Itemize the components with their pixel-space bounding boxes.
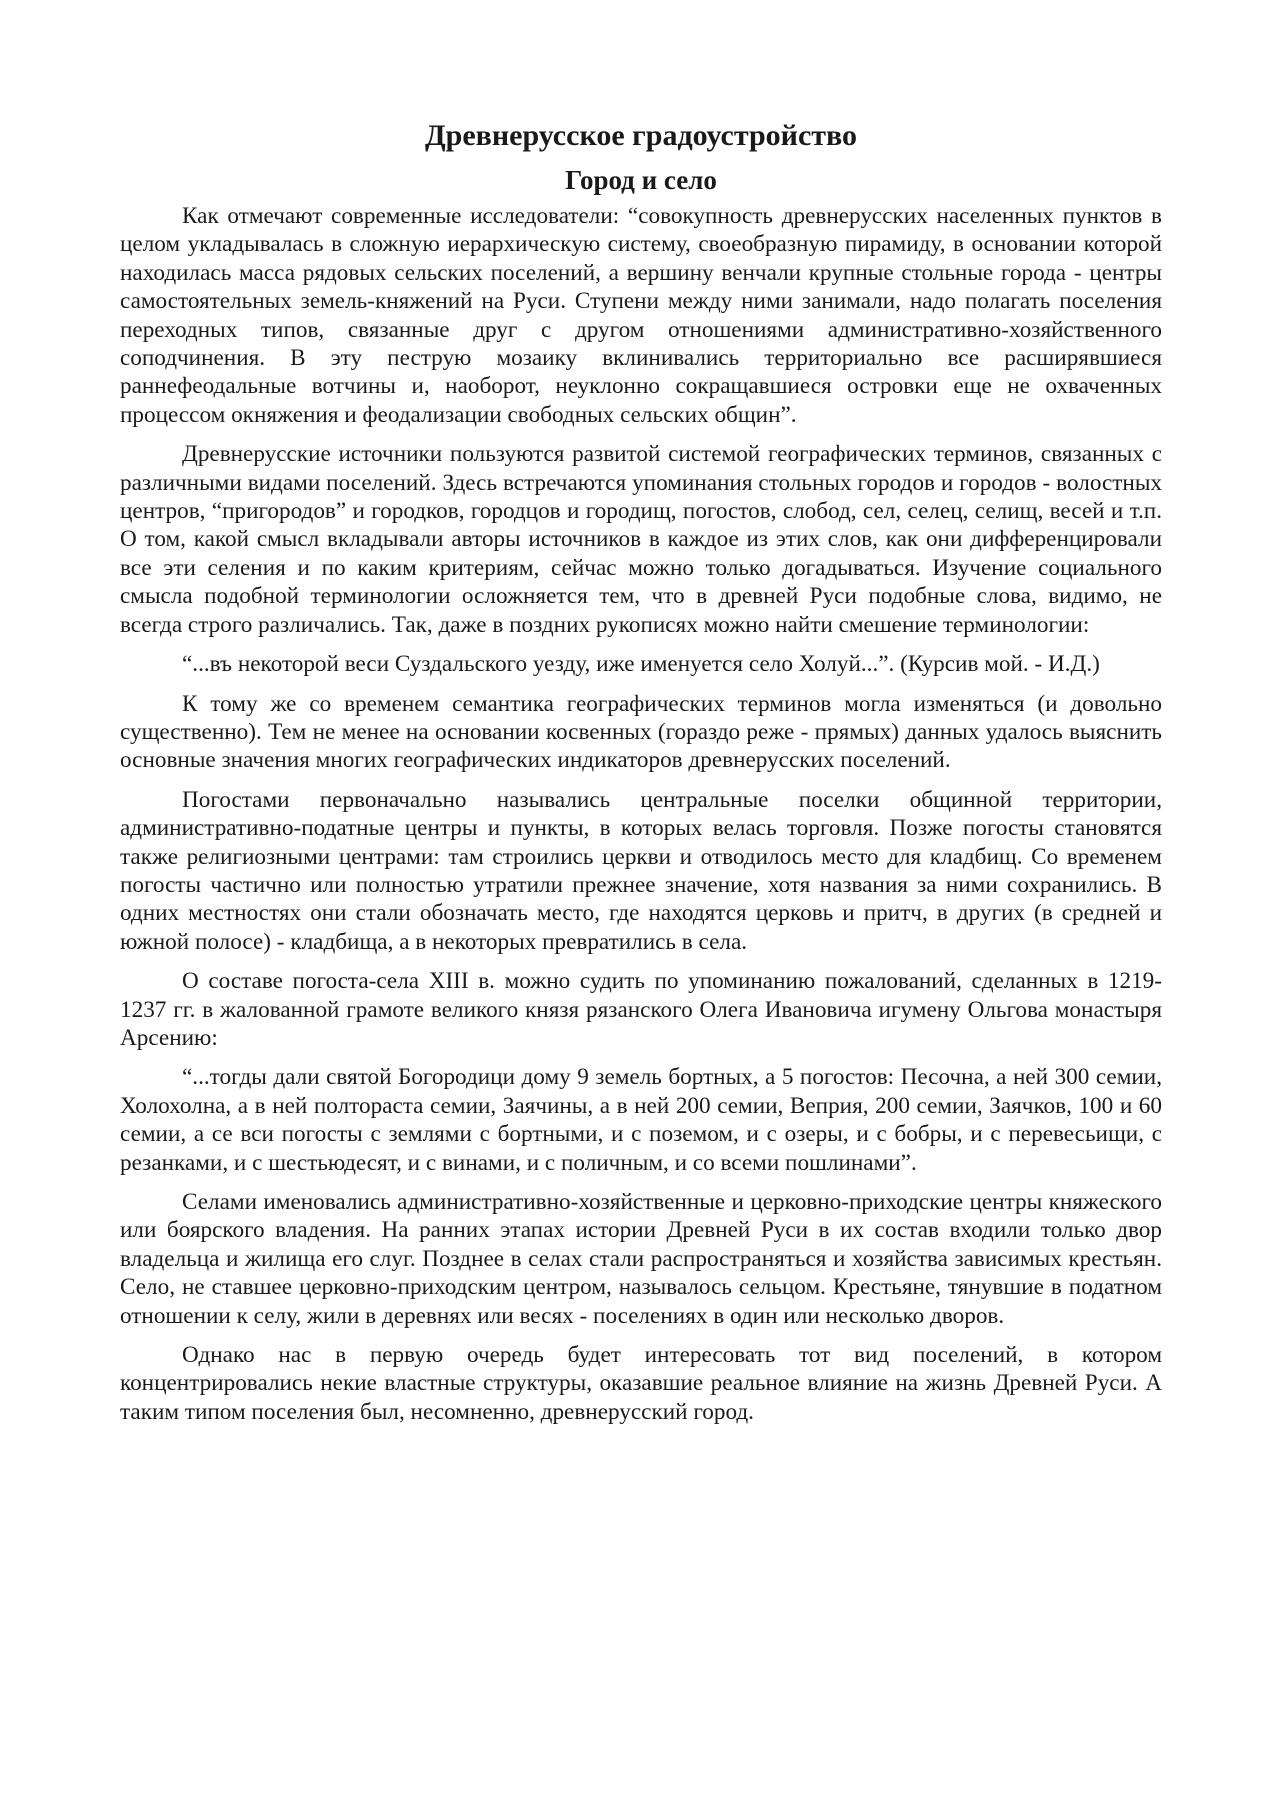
document-page xyxy=(120,118,1162,1437)
paragraph-4: Погостами первоначально назывались центральные поселки общинной территории, административно-податные центры и пункты, в которых велась торговля. Позже погосты становятся также религиозными центрами: там строились церкви и отводилось место для кладбищ. Со временем погосты частично или полностью утратили прежнее значение, хотя названия за ними сохранились. В одних местностях они стали обозначать место, где находятся церковь и притч, в других (в средней и южной полосе) - кладбища, а в некоторых превратились в села. xyxy=(120,786,1162,955)
paragraph-6: Селами именовались административно-хозяйственные и церковно-приходские центры княжеского или боярского владения. На ранних этапах истории Древней Руси в их состав входили только двор владельца и жилища его слуг. Позднее в селах стали распространяться и хозяйства зависимых крестьян. Село, не ставшее церковно-приходским центром, называлось сельцом. Крестьяне, тянувшие в податном отношении к селу, жили в деревнях или весях - поселениях в один или несколько дворов. xyxy=(120,1189,1162,1329)
document-title: Древнерусское градоустройство xyxy=(425,119,857,152)
quote-paragraph-1: “...въ некоторой веси Суздальского уезду, иже именуется село Холуй...”. (Курсив мой. - И.Д.) xyxy=(182,651,1100,678)
document-subtitle: Город и село xyxy=(565,165,717,195)
paragraph-3: К тому же со временем семантика географических терминов могла изменяться (и довольно существенно). Тем не менее на основании косвенных (гораздо реже - прямых) данных удалось выяснить основные значения многих географических индикаторов древнерусских поселений. xyxy=(120,690,1162,774)
paragraph-1: Как отмечают современные исследователи: “совокупность древнерусских населенных пунктов в целом укладывалась в сложную иерархическую систему, своеобразную пирамиду, в основании которой находилась масса рядовых сельских поселений, а вершину венчали крупные стольные города - центры самостоятельных земель-княжений на Руси. Ступени между ними занимали, надо полагать поселения переходных типов, связанные друг с другом отношениями административно-хозяйственного соподчинения. В эту пеструю мозаику вклинивались территориально все расширявшиеся раннефеодальные вотчины и, наоборот, неуклонно сокращавшиеся островки еще не охваченных процессом окняжения и феодализации свободных сельских общин”. xyxy=(120,203,1162,428)
paragraph-7: Однако нас в первую очередь будет интересовать тот вид поселений, в котором концентрировались некие властные структуры, оказавшие реальное влияние на жизнь Древней Руси. А таким типом поселения был, несомненно, древнерусский город. xyxy=(120,1342,1162,1425)
quote-paragraph-2: “...тогды дали святой Богородици дому 9 земель бортных, а 5 погостов: Песочна, а ней 300 семии, Холохолна, а в ней полтораста семии, Заячины, а в ней 200 семии, Веприя, 200 семии, Заячков, 100 и 60 семии, а се вси погосты с землями с бортными, и с поземом, и с озеры, и с бобры, и с перевесьищи, с резанками, и с шестьюдесят, и с винами, и с поличным, и со всеми пошлинами”. xyxy=(120,1064,1162,1176)
paragraph-2: Древнерусские источники пользуются развитой системой географических терминов, связанных с различными видами поселений. Здесь встречаются упоминания стольных городов и городов - волостных центров, “пригородов” и городков, городцов и городищ, погостов, слобод, сел, селец, селищ, весей и т.п. О том, какой смысл вкладывали авторы источников в каждое из этих слов, как они дифференцировали все эти селения и по каким критериям, сейчас можно только догадываться. Изучение социального смысла подобной терминологии осложняется тем, что в древней Руси подобные слова, видимо, не всегда строго различались. Так, даже в поздних рукописях можно найти смешение терминологии: xyxy=(120,441,1162,638)
paragraph-5: О составе погоста-села XIII в. можно судить по упоминанию пожалований, сделанных в 1219-1237 гг. в жалованной грамоте великого князя рязанского Олега Ивановича игумену Ольгова монастыря Арсению: xyxy=(120,968,1162,1051)
